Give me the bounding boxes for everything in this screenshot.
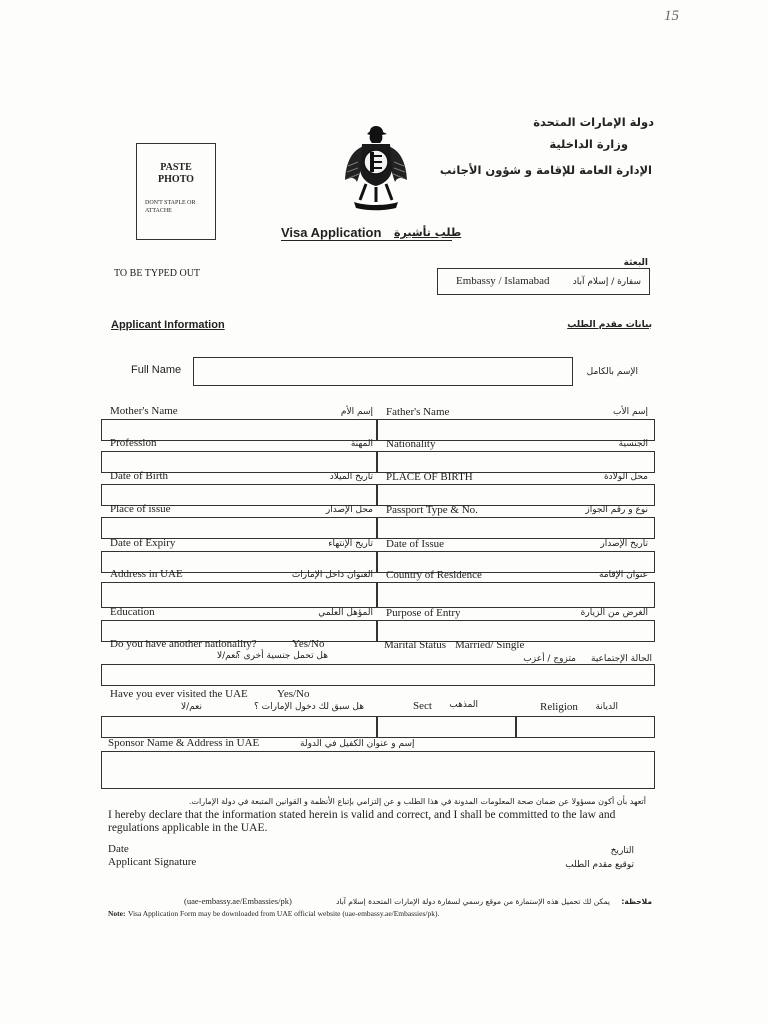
row-right-field[interactable] [376, 484, 655, 506]
photo-note-1: DON'T STAPLE OR [145, 200, 196, 206]
row-left-label: Address in UAE [110, 568, 183, 580]
header-ministry: وزارة الداخلية [549, 137, 628, 151]
visited-uae-question: Have you ever visited the UAE [110, 688, 248, 700]
mission-box[interactable] [437, 268, 650, 295]
row-left-label-ar: تاريخ الإنتهاء [328, 539, 373, 549]
marital-status-label-ar: الحالة الإجتماعية [591, 654, 652, 664]
declaration-ar: أتعهد بأن أكون مسؤولا عن ضمان صحة المعلومات المدونة في هذا الطلب و عن إلتزامي بإتباع الأنظمة و القوانين المتبعة في دولة الإمارات. [188, 797, 646, 806]
row-left-field[interactable] [101, 517, 378, 539]
sponsor-field[interactable] [101, 751, 655, 789]
visited-uae-field[interactable] [101, 716, 378, 738]
row-right-label-ar: عنوان الإقامة [598, 570, 648, 580]
footer-ar-text: يمكن لك تحميل هذه الإستمارة من موقع رسمي لسفارة دولة الإمارات المتحدة إسلام آباد [336, 897, 610, 906]
full-name-label: Full Name [131, 364, 182, 376]
title-ar: طلب تأشيرة [394, 226, 462, 239]
title-en: Visa Application [281, 225, 382, 240]
row-right-field[interactable] [376, 451, 655, 473]
row-right-label-ar: الجنسية [618, 439, 648, 449]
marital-status-options-ar: متزوج / أعزب [523, 654, 576, 664]
row-right-label: Nationality [386, 438, 436, 450]
sponsor-label-ar: إسم و عنوان الكفيل في الدولة [300, 739, 415, 749]
religion-label-ar: الديانة [595, 702, 618, 712]
photo-note-2: ATTACHE [145, 208, 172, 214]
footer-ar-url: (uae-embassy.ae/Embassies/pk) [184, 896, 292, 906]
section-title-en: Applicant Information [111, 319, 225, 331]
photo-title-1: PASTE [160, 162, 192, 173]
row-right-label: Country of Residence [386, 569, 482, 581]
row-right-field[interactable] [376, 582, 655, 608]
row-left-label: Date of Expiry [110, 537, 176, 549]
row-left-label: Education [110, 606, 155, 618]
sponsor-label: Sponsor Name & Address in UAE [108, 737, 260, 749]
mission-value-ar: سفارة / إسلام آباد [572, 277, 641, 287]
date-label-ar: التاريخ [610, 846, 634, 856]
row-right-label: Date of Issue [386, 538, 445, 550]
uae-emblem-icon [342, 122, 410, 212]
sect-field[interactable] [376, 716, 517, 738]
row-left-label-ar: المؤهل العلمي [318, 608, 373, 618]
row-right-label-ar: تاريخ الإصدار [600, 539, 648, 549]
religion-label: Religion [540, 701, 578, 713]
row-left-field[interactable] [101, 582, 378, 608]
row-right-label-ar: نوع و رقم الجواز [585, 505, 648, 515]
marital-status-options: Married/ Single [455, 639, 525, 651]
another-nationality-options-ar: نعم/لا [216, 651, 238, 661]
row-left-label: Mother's Name [110, 405, 178, 417]
row-right-field[interactable] [376, 517, 655, 539]
row-left-label-ar: تاريخ الميلاد [329, 472, 373, 482]
row-right-label: Father's Name [386, 406, 450, 418]
row-left-label-ar: المهنة [350, 439, 373, 449]
row-right-label-ar: محل الولادة [603, 472, 648, 482]
row-left-label-ar: إسم الأم [340, 407, 373, 417]
full-name-label-ar: الإسم بالكامل [586, 367, 638, 377]
full-name-field[interactable] [193, 357, 573, 386]
another-nationality-question-ar: هل تحمل جنسية أخرى ؟ [235, 651, 328, 661]
religion-field[interactable] [515, 716, 655, 738]
typed-out-note: TO BE TYPED OUT [114, 268, 201, 279]
row-left-label-ar: العنوان داخل الإمارات [291, 570, 373, 580]
visited-uae-question-ar: هل سبق لك دخول الإمارات ؟ [253, 702, 364, 712]
nationality-marital-field[interactable] [101, 664, 655, 686]
applicant-signature-label-ar: توقيع مقدم الطلب [565, 860, 634, 870]
photo-box [136, 143, 216, 240]
mission-value-en: Embassy / Islamabad [456, 275, 550, 287]
row-right-label: PLACE OF BIRTH [386, 471, 473, 483]
row-right-label-ar: إسم الأب [613, 407, 648, 417]
another-nationality-options: Yes/No [292, 638, 325, 650]
footer-note-label: Note: [108, 909, 126, 918]
header-department: الإدارة العامة للإقامة و شؤون الأجانب [439, 163, 652, 177]
row-right-label: Purpose of Entry [386, 607, 461, 619]
row-left-label: Profession [110, 437, 157, 449]
declaration-en-line1: I hereby declare that the information stated herein is valid and correct, and I shall be committed to the law and [108, 809, 616, 821]
row-left-label: Date of Birth [110, 470, 169, 482]
mission-label-ar: البعثة [623, 258, 648, 268]
footer-ar-prefix: ملاحظة: [621, 897, 652, 906]
visited-uae-options-ar: نعم/لا [180, 702, 202, 712]
row-right-label: Passport Type & No. [386, 504, 478, 516]
footer-note: Visa Application Form may be downloaded from UAE official website (uae-embassy.ae/Embassies/pk). [128, 909, 440, 918]
row-right-label-ar: الغرض من الزيارة [580, 608, 648, 618]
row-left-label-ar: محل الإصدار [325, 505, 373, 515]
header-country: دولة الإمارات المتحدة [533, 115, 654, 129]
row-left-label: Place of issue [110, 503, 171, 515]
declaration-en-line2: regulations applicable in the UAE. [108, 822, 268, 834]
title-underline [281, 240, 452, 241]
sect-label-ar: المذهب [449, 700, 478, 710]
section-title-ar: بيانات مقدم الطلب [567, 320, 652, 330]
date-label: Date [108, 843, 129, 855]
applicant-signature-label: Applicant Signature [108, 856, 197, 868]
sect-label: Sect [413, 700, 432, 712]
page-number: 15 [664, 8, 679, 24]
another-nationality-question: Do you have another nationality? [110, 638, 257, 650]
marital-status-label: Marital Status [384, 639, 447, 651]
photo-title-2: PHOTO [158, 174, 194, 185]
visited-uae-options: Yes/No [277, 688, 310, 700]
